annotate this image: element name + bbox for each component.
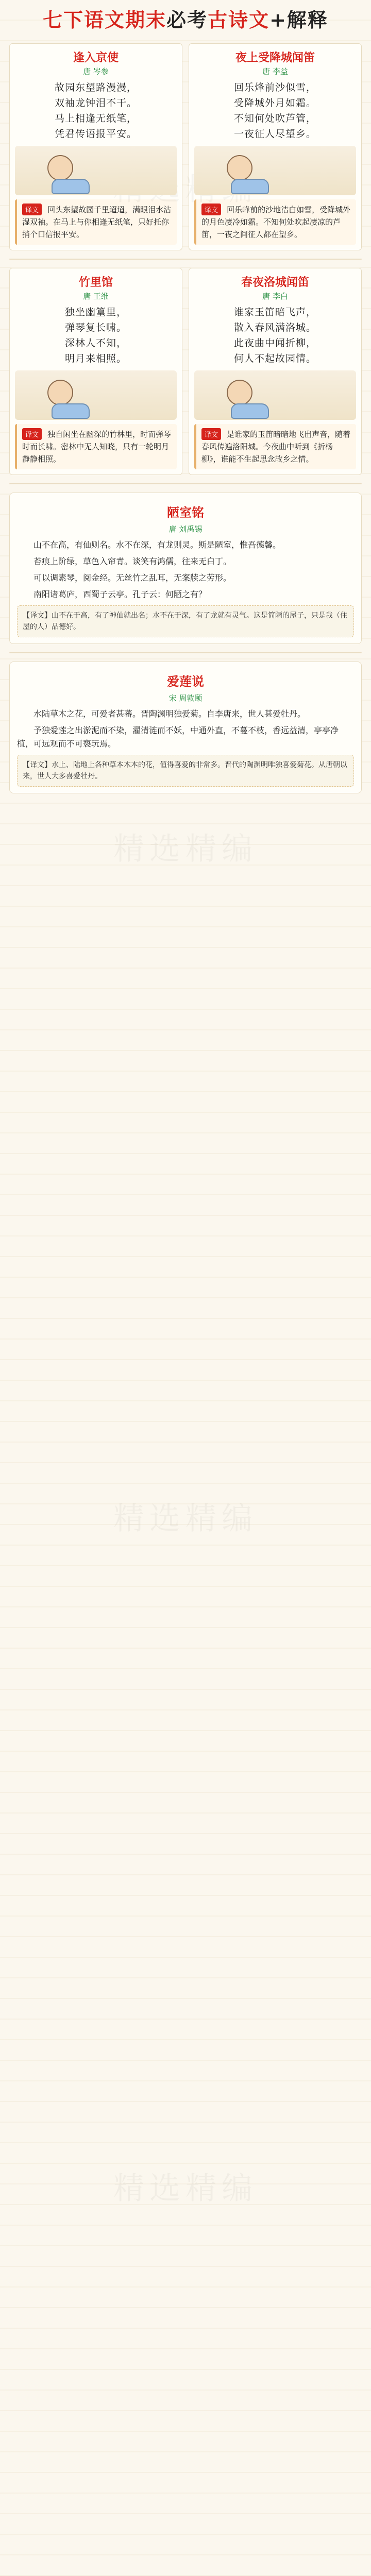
title-part: +解释 bbox=[269, 8, 328, 31]
essay-paragraph: 苔痕上阶绿，草色入帘青。谈笑有鸿儒，往来无白丁。 bbox=[33, 556, 232, 566]
poem-row bbox=[9, 43, 362, 250]
illustration bbox=[15, 146, 177, 195]
essay-paragraph: 山不在高，有仙则名。水不在深，有龙则灵。斯是陋室，惟吾德馨。 bbox=[33, 540, 281, 550]
translation-label: 译文 bbox=[22, 204, 42, 215]
poem-card bbox=[9, 268, 182, 475]
essay-paragraph: 水陆草木之花，可爱者甚蕃。晋陶渊明独爱菊。自李唐来，世人甚爱牡丹。 bbox=[33, 709, 306, 719]
poem-title: 春夜洛城闻笛 bbox=[241, 276, 309, 289]
header bbox=[0, 0, 371, 36]
poem-line: 一夜征人尽望乡。 bbox=[233, 128, 316, 140]
essay-section bbox=[9, 662, 362, 793]
translation-text: 独自闲坐在幽深的竹林里，时而弹琴时而长啸。密林中无人知晓，只有一轮明月静静相照。 bbox=[22, 430, 172, 464]
poem-line: 明月来相照。 bbox=[64, 353, 127, 364]
poem-line: 散入春风满洛城。 bbox=[233, 322, 316, 333]
poem-line: 此夜曲中闻折柳， bbox=[233, 337, 316, 349]
divider bbox=[9, 259, 362, 260]
poem-row-2 bbox=[9, 268, 362, 475]
poem-line: 独坐幽篁里， bbox=[64, 307, 127, 318]
poem-author: 唐 李益 bbox=[262, 67, 288, 76]
poem-line: 深林人不知， bbox=[64, 337, 127, 349]
poem-title: 竹里馆 bbox=[78, 276, 113, 289]
translation-text: 是谁家的玉笛暗暗地飞出声音，随着春风传遍洛阳城。今夜曲中听到《折杨柳》，谁能不生起思念故乡之情。 bbox=[201, 430, 351, 464]
poem-row bbox=[9, 268, 362, 475]
illustration bbox=[15, 370, 177, 420]
divider bbox=[9, 652, 362, 653]
poem-card bbox=[189, 43, 362, 250]
watermark bbox=[113, 824, 258, 869]
essay-card bbox=[9, 493, 362, 644]
essay-section bbox=[9, 493, 362, 644]
translation-label: 译文 bbox=[22, 428, 42, 440]
translation-box bbox=[15, 424, 177, 469]
translation-box bbox=[194, 199, 356, 245]
essay-paragraph: 南阳诸葛庐，西蜀子云亭。孔子云：何陋之有？ bbox=[33, 589, 207, 599]
essay-author: 宋 周敦颐 bbox=[168, 693, 203, 703]
title-part: 七下语文期末 bbox=[43, 8, 167, 31]
poem-line: 凭君传语报平安。 bbox=[54, 128, 137, 140]
poem-title: 逢入京使 bbox=[73, 51, 119, 64]
poem-card bbox=[189, 268, 362, 475]
essay-card bbox=[9, 662, 362, 793]
poem-author: 唐 王维 bbox=[83, 292, 109, 301]
essay-note: 【译文】水上、陆地上各种草本木本的花，值得喜爱的非常多。晋代的陶渊明唯独喜爱菊花。从唐朝以来，世人大多喜爱牡丹。 bbox=[17, 755, 354, 787]
poem-line: 弹琴复长啸。 bbox=[64, 322, 127, 333]
essay-paragraph: 予独爱莲之出淤泥而不染，濯清涟而不妖，中通外直，不蔓不枝，香远益清，亭亭净植，可远观而不可亵玩焉。 bbox=[17, 725, 339, 749]
content bbox=[0, 43, 371, 793]
translation-box bbox=[15, 199, 177, 245]
translation-box bbox=[194, 424, 356, 469]
poem-line: 故园东望路漫漫， bbox=[54, 82, 137, 93]
poem-line: 马上相逢无纸笔， bbox=[54, 113, 137, 124]
poem-line: 受降城外月如霜。 bbox=[233, 97, 316, 109]
essay-title: 爱莲说 bbox=[167, 674, 204, 689]
poem-line: 回乐烽前沙似雪， bbox=[233, 82, 316, 93]
translation-label: 译文 bbox=[201, 428, 221, 440]
essay-author: 唐 刘禹锡 bbox=[168, 524, 203, 534]
poem-card bbox=[9, 43, 182, 250]
essay-note: 【译文】山不在于高，有了神仙就出名；水不在于深，有了龙就有灵气。这是简陋的屋子，只是我（住屋的人）品德好。 bbox=[17, 605, 354, 637]
poem-title: 夜上受降城闻笛 bbox=[235, 51, 315, 64]
divider bbox=[9, 483, 362, 484]
translation-label: 译文 bbox=[201, 204, 221, 215]
poem-line: 不知何处吹芦管， bbox=[233, 113, 316, 124]
page-title bbox=[43, 4, 328, 32]
poem-line: 双袖龙钟泪不干。 bbox=[54, 97, 137, 109]
poem-author: 唐 岑参 bbox=[83, 67, 109, 76]
poem-row-1 bbox=[9, 43, 362, 250]
poem-line: 何人不起故园情。 bbox=[233, 353, 316, 364]
translation-text: 回乐峰前的沙地洁白如雪，受降城外的月色凄冷如霜。不知何处吹起凄凉的芦笛，一夜之间征人都在望乡。 bbox=[201, 205, 351, 239]
title-part: 必考 bbox=[166, 8, 208, 31]
watermark bbox=[113, 1494, 258, 1538]
essay-title: 陋室铭 bbox=[167, 505, 204, 520]
illustration bbox=[194, 370, 356, 420]
poem-line: 谁家玉笛暗飞声， bbox=[233, 307, 316, 318]
translation-text: 回头东望故园千里迢迢，满眼泪水沾湿双袖。在马上与你相逢无纸笔，只好托你捎个口信报平安。 bbox=[22, 205, 172, 239]
title-part: 古诗文 bbox=[208, 8, 270, 31]
illustration bbox=[194, 146, 356, 195]
poem-author: 唐 李白 bbox=[262, 292, 288, 301]
watermark bbox=[113, 2164, 258, 2208]
essay-paragraph: 可以调素琴，阅金经。无丝竹之乱耳，无案牍之劳形。 bbox=[33, 573, 232, 583]
